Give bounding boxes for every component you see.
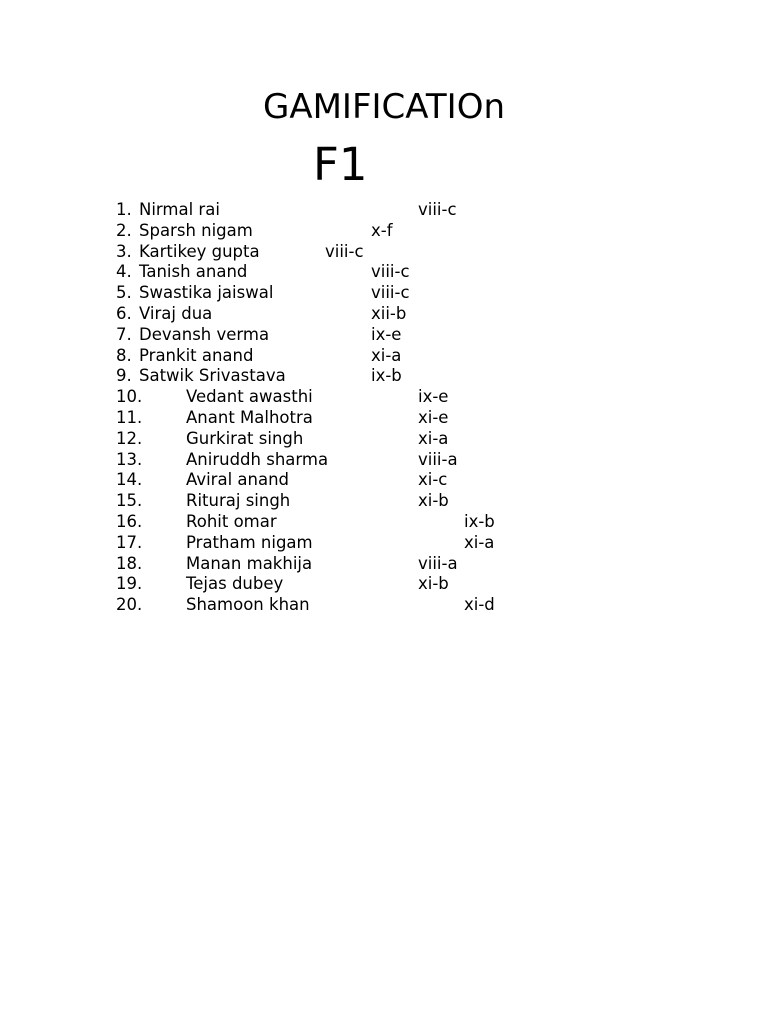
student-class: viii-c	[371, 283, 410, 303]
student-name: Rituraj singh	[186, 491, 291, 511]
student-name: Viraj dua	[139, 303, 213, 323]
document-title: GAMIFICATIOn	[262, 87, 506, 127]
list-item	[116, 595, 716, 616]
list-item	[116, 554, 716, 575]
student-name: Pratham nigam	[186, 532, 313, 552]
item-number: 5.	[116, 283, 132, 303]
student-class: ix-e	[418, 387, 449, 407]
list-item	[116, 533, 716, 554]
student-name: Gurkirat singh	[186, 428, 304, 448]
item-number: 18.	[116, 553, 143, 573]
document-subtitle: F1	[313, 138, 368, 191]
student-class: xi-a	[371, 345, 402, 365]
list-item	[116, 325, 716, 346]
student-name: Manan makhija	[186, 553, 313, 573]
student-class: xi-c	[418, 470, 448, 490]
student-name: Aviral anand	[186, 470, 290, 490]
student-class: xi-e	[418, 407, 449, 427]
item-number: 3.	[116, 241, 132, 261]
student-name: Prankit anand	[139, 345, 254, 365]
student-name: Vedant awasthi	[186, 387, 313, 407]
list-item	[116, 387, 716, 408]
student-class: viii-a	[418, 449, 458, 469]
item-number: 12.	[116, 428, 143, 448]
student-name: Kartikey gupta	[139, 241, 260, 261]
item-number: 17.	[116, 532, 143, 552]
list-item	[116, 512, 716, 533]
student-class: x-f	[371, 220, 393, 240]
item-number: 4.	[116, 262, 132, 282]
list-item	[116, 470, 716, 491]
list-item	[116, 346, 716, 367]
list-item	[116, 429, 716, 450]
item-number: 14.	[116, 470, 143, 490]
item-number: 1.	[116, 200, 132, 219]
student-list	[116, 200, 716, 616]
list-item	[116, 450, 716, 471]
student-name: Anant Malhotra	[186, 407, 313, 427]
student-name: Swastika jaiswal	[139, 283, 274, 303]
item-number: 6.	[116, 303, 132, 323]
item-number: 20.	[116, 595, 143, 615]
student-class: ix-e	[371, 324, 402, 344]
list-item	[116, 491, 716, 512]
list-item	[116, 262, 716, 283]
student-name: Tanish anand	[139, 262, 248, 282]
list-item	[116, 304, 716, 325]
list-item	[116, 574, 716, 595]
student-class: viii-c	[325, 241, 364, 261]
student-class: xi-a	[418, 428, 449, 448]
item-number: 9.	[116, 366, 132, 386]
student-class: ix-b	[371, 366, 402, 386]
student-class: xi-d	[464, 595, 495, 615]
student-name: Devansh verma	[139, 324, 270, 344]
item-number: 2.	[116, 220, 132, 240]
item-number: 10.	[116, 387, 143, 407]
item-number: 13.	[116, 449, 143, 469]
student-name: Shamoon khan	[186, 595, 310, 615]
student-name: Tejas dubey	[186, 574, 284, 594]
list-item	[116, 242, 716, 263]
item-number: 19.	[116, 574, 143, 594]
list-item	[116, 366, 716, 387]
list-item	[116, 200, 716, 221]
item-number: 7.	[116, 324, 132, 344]
student-name: Satwik Srivastava	[139, 366, 286, 386]
item-number: 15.	[116, 491, 143, 511]
list-item	[116, 221, 716, 242]
student-name: Rohit omar	[186, 511, 277, 531]
student-class: viii-c	[418, 200, 457, 219]
student-class: viii-c	[371, 262, 410, 282]
student-class: ix-b	[464, 511, 495, 531]
item-number: 11.	[116, 407, 143, 427]
list-item	[116, 408, 716, 429]
student-name: Aniruddh sharma	[186, 449, 329, 469]
item-number: 8.	[116, 345, 132, 365]
student-name: Nirmal rai	[139, 200, 220, 219]
student-class: xi-b	[418, 574, 449, 594]
student-name: Sparsh nigam	[139, 220, 253, 240]
student-class: xi-a	[464, 532, 495, 552]
item-number: 16.	[116, 511, 143, 531]
student-class: viii-a	[418, 553, 458, 573]
list-item	[116, 283, 716, 304]
student-class: xii-b	[371, 303, 407, 323]
student-class: xi-b	[418, 491, 449, 511]
